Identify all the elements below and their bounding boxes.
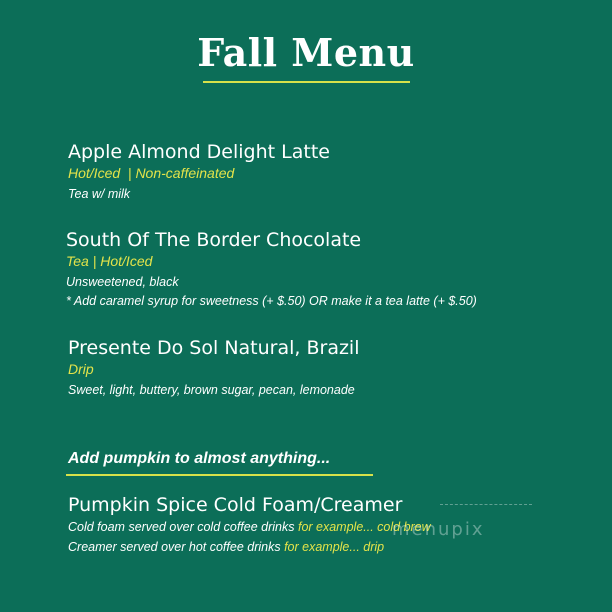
watermark-dots [440,504,532,505]
item-name: Apple Almond Delight Latte [68,141,330,163]
menu-title: Fall Menu [197,30,415,75]
pumpkin-cold-foam-line [68,520,431,534]
item-tag: Drip [68,361,94,377]
pumpkin-section-header: Add pumpkin to almost anything... [68,450,331,467]
menu-item-presente-do-sol [68,337,360,397]
item-name: South Of The Border Chocolate [66,229,362,251]
menu-item-pumpkin-spice [68,494,431,554]
item-name: Presente Do Sol Natural, Brazil [68,337,360,359]
item-name: Pumpkin Spice Cold Foam/Creamer [68,494,403,516]
item-tag: Tea | Hot/Iced [66,253,153,269]
item-tag: Hot/Iced | Non-caffeinated [68,165,235,181]
item-note: * Add caramel syrup for sweetness (+ $.50) OR make it a tea latte (+ $.50) [66,294,477,308]
line-text: Creamer served over hot coffee drinks [68,540,285,554]
item-description: Sweet, light, buttery, brown sugar, pecan, lemonade [68,383,355,397]
line-highlight: for example... drip [284,540,385,554]
item-description: Unsweetened, black [66,275,179,289]
line-text: Cold foam served over cold coffee drinks [68,520,298,534]
item-description: Tea w/ milk [68,187,131,201]
pumpkin-header-underline [66,474,373,476]
menu-item-apple-almond [68,141,330,201]
menu-item-south-of-border [66,229,477,308]
line-highlight: for example... cold brew [297,520,431,534]
pumpkin-creamer-line [68,540,431,554]
title-underline [203,81,410,83]
watermark: menupix [392,519,485,540]
